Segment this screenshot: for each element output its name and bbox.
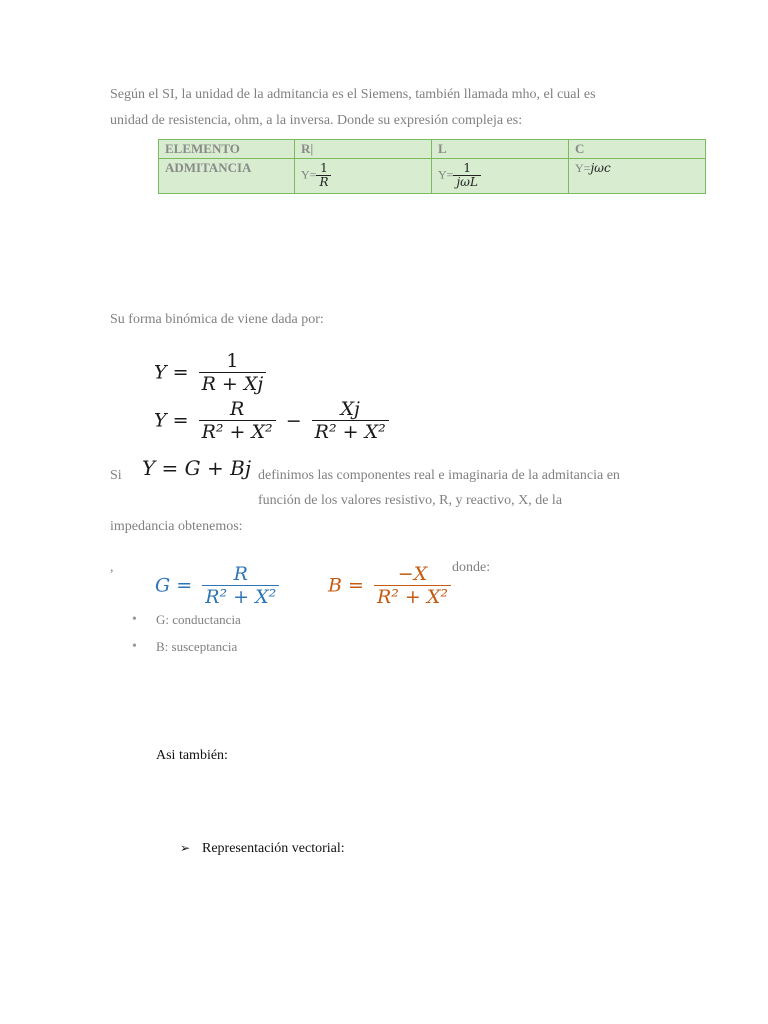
cell-l-den: jωL	[456, 175, 478, 189]
cell-l-num: 1	[453, 162, 480, 176]
b-lhs: B =	[328, 574, 364, 597]
equation-y-g-bj: Y = G + Bj	[142, 456, 252, 480]
equation-y-expanded	[154, 398, 389, 443]
cell-l-fraction	[453, 162, 480, 189]
b-num: −X	[374, 563, 451, 586]
eq1-num: 1	[199, 350, 267, 373]
equation-y-binomial	[154, 350, 266, 395]
equation-conductance	[155, 563, 279, 608]
g-num: R	[202, 563, 279, 586]
eq2-den2: R² + X²	[314, 421, 386, 443]
list-item: • G: conductancia	[132, 611, 241, 638]
cell-c	[569, 159, 706, 194]
eq2-fraction-1	[199, 398, 276, 443]
cell-r-num: 1	[316, 162, 331, 176]
definitions-list	[132, 611, 241, 665]
eq2-lhs: Y =	[154, 409, 189, 432]
representacion-vectorial	[180, 841, 345, 857]
table-header-row	[159, 140, 706, 159]
eq1-lhs: Y =	[154, 361, 189, 384]
eq2-den1: R² + X²	[201, 421, 273, 443]
intro-line-1: Según el SI, la unidad de la admitancia es el Siemens, también llamada mho, el cual es	[110, 87, 596, 102]
si-text-line-3: impedancia obtenemos:	[110, 519, 243, 534]
cell-r-fraction	[316, 162, 331, 189]
g-lhs: G =	[155, 574, 193, 597]
row-label-admitancia: ADMITANCIA	[159, 159, 295, 194]
intro-paragraph	[110, 82, 596, 134]
eq1-den: R + Xj	[201, 373, 264, 395]
table-row-admitancia	[159, 159, 706, 194]
cell-r-prefix: Y=	[301, 167, 317, 182]
donde-label: donde:	[452, 560, 491, 575]
eq2-num2: Xj	[312, 398, 389, 421]
g-fraction	[202, 563, 279, 608]
eq2-num1: R	[199, 398, 276, 421]
g-den: R² + X²	[205, 586, 277, 608]
cell-l	[432, 159, 569, 194]
admittance-table	[158, 139, 706, 194]
si-word: Si	[110, 468, 122, 483]
eq2-fraction-2	[312, 398, 389, 443]
si-text-line-1: definimos las componentes real e imaginaria de la admitancia en	[258, 468, 620, 483]
cell-r-den: R	[319, 175, 329, 189]
cell-r	[295, 159, 432, 194]
header-l: L	[432, 140, 569, 159]
equation-susceptance	[328, 563, 451, 608]
header-r: R|	[295, 140, 432, 159]
header-c: C	[569, 140, 706, 159]
b-fraction	[374, 563, 451, 608]
list-item: • B: susceptancia	[132, 638, 241, 665]
eq2-operator: −	[285, 409, 302, 432]
eq1-fraction	[199, 350, 267, 395]
si-text-line-2: función de los valores resistivo, R, y reactivo, X, de la	[258, 493, 563, 508]
representacion-label: Representación vectorial:	[202, 841, 345, 856]
header-elemento: ELEMENTO	[159, 140, 295, 159]
cell-c-prefix: Y=	[575, 161, 591, 175]
binomial-intro: Su forma binómica de viene dada por:	[110, 312, 324, 327]
comma: ,	[110, 560, 114, 575]
asi-tambien: Asi también:	[156, 748, 228, 763]
b-den: R² + X²	[376, 586, 449, 608]
arrow-bullet-icon: ➢	[180, 841, 191, 855]
intro-line-2: unidad de resistencia, ohm, a la inversa. Donde su expresión compleja es:	[110, 113, 523, 128]
cell-l-prefix: Y=	[438, 167, 454, 182]
cell-c-expr: jωc	[590, 161, 611, 175]
